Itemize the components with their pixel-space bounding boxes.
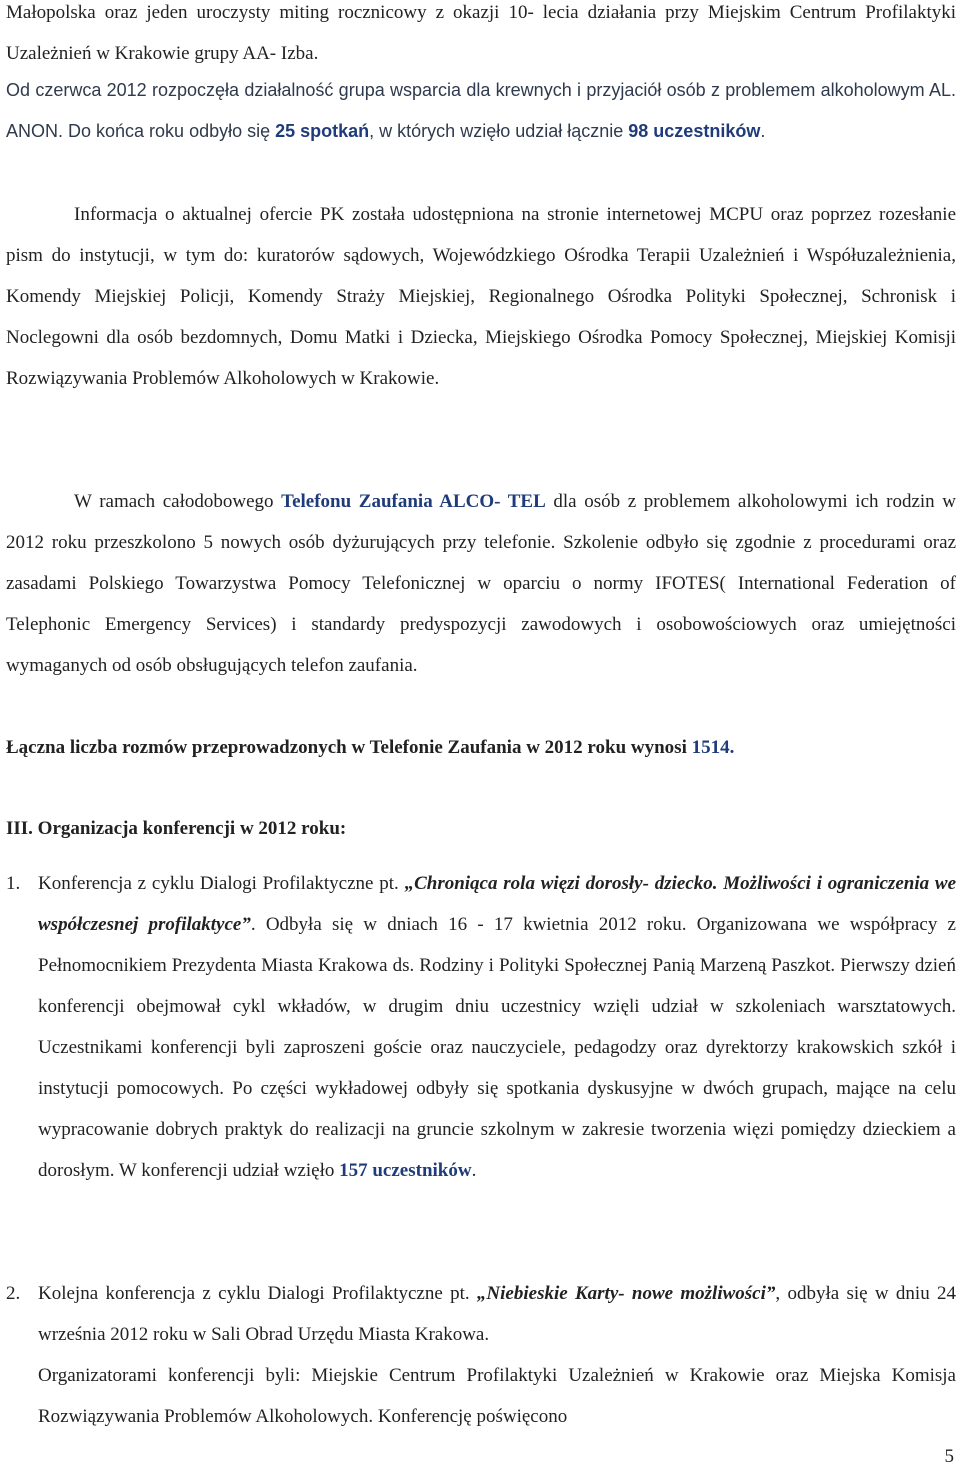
conference-2-title: „Niebieskie Karty- nowe możliwości” — [476, 1283, 776, 1304]
call-total-text: Łączna liczba rozmów przeprowadzonych w Telefonie Zaufania w 2012 roku wynosi — [6, 737, 692, 758]
list-item-body — [38, 863, 956, 1191]
conference-1-title: „Chroniąca rola więzi dorosły- dziecko. Możliwości i ograniczenia we współczesnej profilaktyce” — [38, 873, 956, 935]
conference-1-end: . — [471, 1160, 477, 1181]
section-heading: III. Organizacja konferencji w 2012 roku: — [6, 818, 347, 839]
paragraph-helpline — [6, 481, 956, 686]
al-anon-text-mid: , w których wzięło udział łącznie — [369, 121, 629, 141]
conference-2-date-venue: , odbyła się w dniu 24 września 2012 roku w Sali Obrad Urzędu Miasta Krakowa. — [38, 1283, 956, 1345]
helpline-text: dla osób z problemem alkoholowymi ich rodzin w 2012 roku przeszkolono 5 nowych osób dyżurujących przy telefonie. Szkolenie odbyło się zgodnie z procedurami oraz zasadami Polskiego Towarzystwa Pomocy Telefonicznej w oparciu o normy IFOTES( International Federation of Telephonic Emergency Services) i standardy predyspozycji zawodowych i osobowościowych oraz umiejętności wymaganych od osób obsługujących telefon zaufania. — [6, 491, 957, 676]
paragraph-offer-info — [6, 194, 956, 399]
conference-1-participants: 157 uczestników — [339, 1160, 472, 1181]
paragraph-al-anon — [6, 70, 956, 152]
helpline-text-start: W ramach całodobowego — [74, 491, 282, 512]
paragraph-call-total — [6, 727, 956, 768]
page-number: 5 — [944, 1446, 954, 1467]
al-anon-text-end: . — [760, 121, 766, 141]
al-anon-text: Od czerwca 2012 rozpoczęła działalność grupa wsparcia dla krewnych i przyjaciół osób z problemem alkoholowym AL. ANON. Do końca roku odbyło się — [6, 80, 956, 141]
conference-1-description: . Odbyła się w dniach 16 - 17 kwietnia 2012 roku. Organizowana we współpracy z Pełnomocnikiem Prezydenta Miasta Krakowa ds. Rodziny i Polityki Społecznej Panią Marzeną Paszkot. Pierwszy dzień konferencji obejmował cykl wkładów, w drugim dniu uczestnicy wzięli udział w szkoleniach warsztatowych. Uczestnikami konferencji byli zaproszeni goście oraz nauczyciele, pedagodzy oraz dyrektorzy krakowskich szkół i instytucji pomocowych. Po części wykładowej odbyły się spotkania dyskusyjne w dwóch grupach, mające na celu wypracowanie dobrych praktyk do realizacji na gruncie szkolnym w zakresie tworzenia więzi pomiędzy dzieckiem a dorosłym. W konferencji udział wzięło — [38, 914, 956, 1181]
meetings-count: 25 spotkań — [275, 121, 370, 141]
list-item-number: 2. — [6, 1283, 21, 1304]
participants-count: 98 uczestników — [628, 121, 761, 141]
list-item — [6, 1273, 956, 1437]
aa-meeting-text: Małopolska oraz jeden uroczysty miting rocznicowy z okazji 10- lecia działania przy Miejskim Centrum Profilaktyki Uzależnień w Krakowie grupy AA- Izba. — [6, 2, 956, 64]
call-total-value: 1514. — [691, 737, 735, 758]
list-item-number: 1. — [6, 873, 21, 894]
helpline-name: Telefonu Zaufania ALCO- TEL — [281, 491, 546, 512]
offer-info-text: Informacja o aktualnej ofercie PK została udostępniona na stronie internetowej MCPU oraz poprzez rozesłanie pism do instytucji, w tym do: kuratorów sądowych, Wojewódzkiego Ośrodka Terapii Uzależnień i Współuzależnienia, Komendy Miejskiej Policji, Komendy Straży Miejskiej, Regionalnego Ośrodka Polityki Społecznej, Schronisk i Noclegowni dla osób bezdomnych, Domu Matki i Dziecka, Miejskiego Ośrodka Pomocy Społecznej, Miejskiej Komisji Rozwiązywania Problemów Alkoholowych w Krakowie. — [6, 204, 956, 389]
list-item-body — [38, 1273, 956, 1437]
conference-2-organizers: Organizatorami konferencji byli: Miejskie Centrum Profilaktyki Uzależnień w Krakowie oraz Miejska Komisja Rozwiązywania Problemów Alkoholowych. Konferencję poświęcono — [38, 1365, 956, 1427]
conference-1-intro: Konferencja z cyklu Dialogi Profilaktyczne pt. — [38, 873, 405, 894]
conference-2-intro: Kolejna konferencja z cyklu Dialogi Profilaktyczne pt. — [38, 1283, 477, 1304]
paragraph-aa-meeting — [6, 0, 956, 74]
list-item — [6, 863, 956, 1191]
